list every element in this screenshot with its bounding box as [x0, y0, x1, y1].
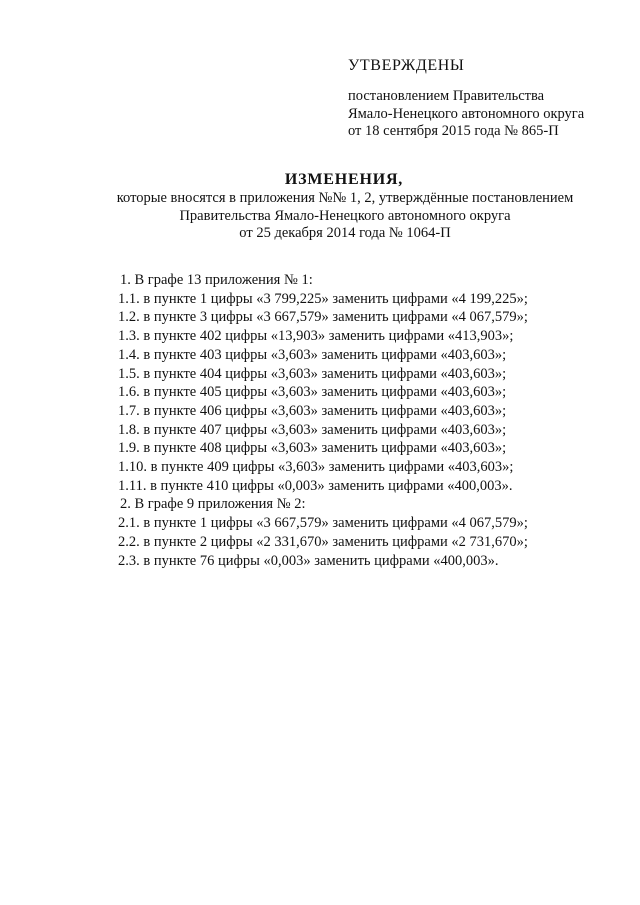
list-item: 1.8. в пункте 407 цифры «3,603» заменить цифрами «403,603»;: [118, 421, 507, 438]
list-item: 1.2. в пункте 3 цифры «3 667,579» заменить цифрами «4 067,579»;: [118, 309, 528, 326]
list-item: 1.6. в пункте 405 цифры «3,603» заменить цифрами «403,603»;: [118, 384, 507, 401]
document-subtitle-line: Правительства Ямало-Ненецкого автономного округа: [179, 207, 511, 224]
list-item: 2.1. в пункте 1 цифры «3 667,579» заменить цифрами «4 067,579»;: [118, 515, 528, 532]
list-item: 1.9. в пункте 408 цифры «3,603» заменить цифрами «403,603»;: [118, 440, 507, 457]
list-item: 1.5. в пункте 404 цифры «3,603» заменить цифрами «403,603»;: [118, 365, 507, 382]
list-item: 2.3. в пункте 76 цифры «0,003» заменить цифрами «400,003».: [118, 552, 499, 569]
document-title: ИЗМЕНЕНИЯ,: [284, 171, 404, 188]
list-item: 1.4. в пункте 403 цифры «3,603» заменить цифрами «403,603»;: [118, 346, 507, 363]
approval-block: [348, 56, 628, 141]
list-item: 1.1. в пункте 1 цифры «3 799,225» заменить цифрами «4 199,225»;: [118, 290, 528, 307]
approval-line: Ямало-Ненецкого автономного округа: [348, 105, 585, 122]
list-item: 1.7. в пункте 406 цифры «3,603» заменить цифрами «403,603»;: [118, 402, 507, 419]
document-subtitle-line: которые вносятся в приложения №№ 1, 2, утверждённые постановлением: [116, 190, 574, 206]
list-item: 1.11. в пункте 410 цифры «0,003» заменить цифрами «400,003».: [118, 477, 513, 494]
section-heading: 1. В графе 13 приложения № 1:: [120, 272, 313, 288]
list-item: 1.3. в пункте 402 цифры «13,903» заменить цифрами «413,903»;: [118, 328, 514, 345]
list-item: 1.10. в пункте 409 цифры «3,603» заменить цифрами «403,603»;: [118, 459, 514, 476]
list-item: 2.2. в пункте 2 цифры «2 331,670» заменить цифрами «2 731,670»;: [118, 533, 528, 550]
document-heading: [0, 170, 640, 243]
section-heading: 2. В графе 9 приложения № 2:: [120, 496, 306, 513]
approval-line: постановлением Правительства: [348, 88, 545, 104]
document-subtitle-line: от 25 декабря 2014 года № 1064-П: [239, 225, 451, 241]
approval-title: УТВЕРЖДЕНЫ: [348, 57, 465, 74]
approval-line: от 18 сентября 2015 года № 865-П: [348, 123, 559, 139]
changes-list: [118, 271, 618, 570]
